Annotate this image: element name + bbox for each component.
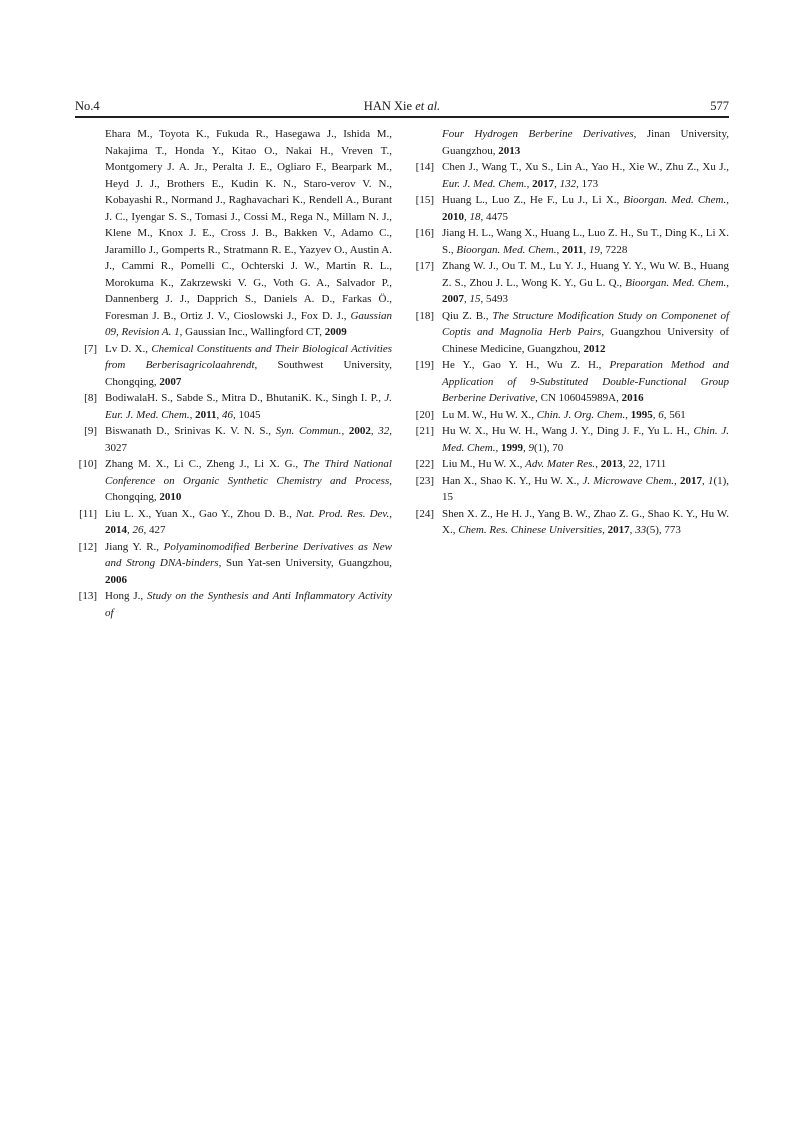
- reference-segment: 1: [707, 474, 714, 487]
- reference-segment: , 173: [576, 177, 599, 190]
- reference-segment: ,: [602, 524, 608, 536]
- reference-segment: Adv. Mater Res.: [525, 458, 596, 470]
- reference-text: [442, 258, 729, 308]
- reference-item: [412, 357, 729, 407]
- reference-segment: ,: [189, 408, 196, 421]
- reference-segment: ,: [464, 210, 470, 223]
- reference-text: [105, 341, 392, 391]
- references-column-right: [412, 126, 729, 621]
- reference-segment: 2017: [607, 524, 630, 536]
- reference-segment: ,: [370, 425, 379, 437]
- reference-number: [18]: [415, 309, 434, 322]
- reference-number: [24]: [415, 507, 434, 520]
- reference-segment: ,: [216, 408, 223, 421]
- reference-segment: 2011: [195, 408, 217, 421]
- reference-segment: 2012: [583, 342, 606, 355]
- reference-segment: ,: [127, 524, 133, 536]
- reference-segment: 2010: [442, 210, 464, 223]
- reference-segment: Study on the Synthesis and Anti Inflammatory Activity of: [105, 590, 392, 619]
- reference-segment: , 427: [143, 524, 166, 536]
- reference-item: [412, 258, 729, 308]
- reference-segment: Huang L., Luo Z., He F., Lu J., Li X.,: [442, 194, 624, 206]
- reference-segment: , 1045: [233, 408, 261, 421]
- header-rule: [75, 116, 729, 118]
- reference-item: [412, 192, 729, 225]
- reference-text: [105, 588, 392, 621]
- reference-number: [412, 126, 434, 159]
- reference-segment: Jiang Y. R.,: [105, 540, 164, 553]
- references-section: [75, 126, 729, 621]
- reference-text: [442, 407, 729, 424]
- reference-segment: Bioorgan. Med. Chem.: [625, 276, 727, 289]
- reference-segment: 2017: [532, 177, 555, 190]
- reference-segment: 9: [528, 441, 534, 454]
- reference-segment: , Chongqing,: [105, 474, 392, 503]
- reference-item: [412, 308, 729, 358]
- reference-segment: Lu M. W., Hu W. X.,: [442, 408, 537, 421]
- reference-segment: 2013: [498, 144, 521, 157]
- reference-segment: , Guangzhou University of Chinese Medicine, Guangzhou,: [442, 326, 730, 355]
- reference-text: [105, 126, 392, 341]
- reference-item: [412, 407, 729, 424]
- reference-segment: , Gaussian Inc., Wallingford CT,: [179, 326, 325, 338]
- reference-segment: , Sun Yat-sen University, Guangzhou,: [218, 557, 392, 569]
- page-header: [75, 99, 729, 113]
- reference-text: [442, 506, 729, 539]
- reference-number: [19]: [415, 359, 434, 371]
- reference-item: [412, 506, 729, 539]
- reference-segment: ,: [341, 425, 349, 437]
- reference-segment: Zhang M. X., Li C., Zheng J., Li X. G.,: [105, 458, 304, 470]
- reference-item: [75, 390, 392, 423]
- reference-item: [412, 423, 729, 456]
- reference-segment: Lv D. X.,: [105, 342, 152, 355]
- reference-segment: ,: [595, 458, 601, 470]
- reference-segment: 32: [378, 425, 390, 437]
- reference-segment: Hong J.,: [105, 590, 148, 602]
- reference-continuation: [412, 126, 729, 159]
- reference-text: [442, 126, 729, 159]
- reference-segment: ,: [625, 408, 631, 421]
- reference-item: [412, 456, 729, 473]
- reference-number: [13]: [78, 590, 97, 602]
- reference-text: [442, 308, 729, 358]
- reference-segment: Han X., Shao K. Y., Hu W. X.,: [442, 474, 583, 487]
- reference-item: [75, 539, 392, 589]
- reference-segment: Qiu Z. B.,: [442, 309, 493, 322]
- reference-segment: 2009: [324, 326, 347, 338]
- reference-segment: Liu L. X., Yuan X., Gao Y., Zhou D. B.,: [105, 507, 296, 520]
- reference-segment: ,: [389, 507, 392, 520]
- reference-segment: 18: [469, 210, 481, 223]
- reference-number: [10]: [78, 458, 97, 470]
- reference-segment: ,: [701, 474, 708, 487]
- reference-segment: ,: [674, 474, 680, 487]
- reference-text: [105, 390, 392, 423]
- reference-segment: ,: [556, 243, 562, 256]
- reference-text: [442, 423, 729, 456]
- references-column-left: [75, 126, 392, 621]
- reference-item: [412, 473, 729, 506]
- reference-segment: , 7228: [599, 243, 628, 256]
- reference-number: [7]: [84, 342, 97, 355]
- reference-text: [442, 192, 729, 225]
- reference-number: [75, 126, 97, 341]
- reference-segment: , 5493: [480, 293, 508, 305]
- reference-segment: Zhang W. J., Ou T. M., Lu Y. J., Huang Y. Y., Wu W. B., Huang Z. S., Zhou J. L., Wong K. Y., Gu L. Q.,: [442, 260, 729, 289]
- reference-segment: Bioorgan. Med. Chem.: [623, 194, 727, 206]
- reference-segment: ,: [522, 441, 529, 454]
- reference-text: [105, 506, 392, 539]
- reference-segment: ,: [629, 524, 636, 536]
- reference-segment: Chin. J. Med. Chem.: [442, 425, 729, 454]
- reference-item: [75, 588, 392, 621]
- reference-item: [75, 423, 392, 456]
- reference-segment: 2002: [348, 425, 371, 437]
- reference-segment: J. Eur. J. Med. Chem.: [105, 392, 392, 421]
- reference-number: [16]: [415, 227, 434, 239]
- reference-segment: 2017: [679, 474, 702, 487]
- reference-segment: 2007: [442, 293, 464, 305]
- reference-number: [11]: [79, 507, 97, 520]
- reference-segment: , CN 106045989A,: [535, 392, 622, 404]
- reference-segment: 26: [132, 524, 144, 536]
- reference-text: [442, 357, 729, 407]
- reference-segment: Polyaminomodified Berberine Derivatives as New and Strong DNA-binders: [105, 540, 392, 569]
- reference-segment: Bioorgan. Med. Chem.: [456, 243, 557, 256]
- reference-segment: 2016: [621, 392, 644, 404]
- reference-segment: , 3027: [105, 425, 393, 454]
- reference-segment: 2013: [600, 458, 623, 470]
- reference-segment: Preparation Method and Application of 9-Substituted Double-Functional Group Berberine Derivative: [442, 359, 729, 404]
- reference-segment: Syn. Commun.: [275, 425, 342, 437]
- reference-segment: 2014: [105, 524, 127, 536]
- reference-segment: Chemical Constituents and Their Biological Activities from Berberisagricolaahrendt: [105, 342, 392, 371]
- reference-segment: , 4475: [480, 210, 508, 223]
- reference-number: [8]: [84, 392, 97, 404]
- reference-segment: Biswanath D., Srinivas K. V. N. S.,: [105, 425, 276, 437]
- reference-segment: Chen J., Wang T., Xu S., Lin A., Yao H., Xie W., Zhu Z., Xu J.,: [442, 161, 729, 173]
- reference-segment: , 561: [663, 408, 686, 421]
- reference-segment: 2007: [159, 375, 182, 388]
- reference-number: [23]: [415, 474, 434, 487]
- reference-segment: 2010: [159, 491, 182, 503]
- reference-segment: 2006: [105, 573, 127, 586]
- reference-text: [442, 225, 729, 258]
- reference-number: [20]: [415, 408, 434, 421]
- reference-segment: , Southwest University, Chongqing,: [105, 359, 393, 388]
- reference-segment: 46: [222, 408, 234, 421]
- reference-segment: The Structure Modification Study on Componenet of Coptis and Magnolia Herb Pairs: [442, 309, 729, 338]
- reference-text: [105, 539, 392, 589]
- reference-segment: Jiang H. L., Wang X., Huang L., Luo Z. H., Su T., Ding K., Li X. S.,: [442, 227, 729, 256]
- reference-segment: 15: [469, 293, 481, 305]
- reference-segment: (5), 773: [646, 524, 681, 536]
- reference-segment: ,: [583, 243, 589, 256]
- reference-number: [14]: [415, 161, 434, 173]
- running-title-etal: et al.: [415, 99, 441, 113]
- reference-segment: 132: [559, 177, 577, 190]
- header-running-title: [205, 99, 599, 113]
- reference-segment: ,: [464, 293, 470, 305]
- reference-segment: 19: [588, 243, 600, 256]
- reference-segment: J. Microwave Chem.: [582, 474, 675, 487]
- reference-segment: Chem. Res. Chinese Universities: [458, 524, 603, 536]
- reference-segment: 6: [658, 408, 664, 421]
- reference-segment: BodiwalaH. S., Sabde S., Mitra D., BhutaniK. K., Singh I. P.,: [105, 392, 385, 404]
- reference-segment: Shen X. Z., He H. J., Yang B. W., Zhao Z. G., Shao K. Y., Hu W. X.,: [442, 507, 729, 536]
- reference-segment: Ehara M., Toyota K., Fukuda R., Hasegawa J., Ishida M., Nakajima T., Honda Y., Kitao O., Nakai H., Vreven T., Montgomery J. A. Jr., Peralta J. E., Ogliaro F., Bearpark M., Heyd J. J., Brothers E., Kudin K. N., Staro-verov V. N., Kobayashi R., Normand J., Raghavachari K., Rendell A., Burant J. C., Iyengar S. S., Tomasi J., Cossi M., Rega N., Millam N. J., Klene M., Knox J. E., Cross J. B., Bakken V., Adamo C., Jaramillo J., Gomperts R., Stratmann R. E., Yazyev O., Austin A. J., Cammi R., Pomelli C., Ochterski J. W., Martin R. L., Morokuma K., Zakrzewski V. G., Voth G. A., Salvador P., Dannenberg J. J., Dapprich S., Daniels A. D., Farkas Ö., Foresman J. B., Ortiz J. V., Cioslowski J., Fox D. J.,: [105, 128, 392, 322]
- header-page-number: 577: [710, 99, 729, 113]
- reference-text: [105, 423, 392, 456]
- reference-segment: He Y., Gao Y. H., Wu Z. H.,: [442, 359, 610, 371]
- reference-number: [17]: [415, 260, 434, 272]
- reference-segment: (1), 15: [442, 474, 730, 503]
- reference-segment: 1999: [500, 441, 523, 454]
- reference-text: [442, 473, 729, 506]
- reference-segment: The Third National Conference on Organic Synthetic Chemistry and Process: [105, 458, 392, 487]
- reference-segment: (1), 70: [533, 441, 564, 454]
- reference-continuation: [75, 126, 392, 341]
- reference-segment: , Jinan University, Guangzhou,: [442, 128, 729, 157]
- reference-item: [75, 456, 392, 506]
- reference-segment: 33: [635, 524, 647, 536]
- reference-number: [9]: [84, 425, 97, 437]
- reference-item: [75, 506, 392, 539]
- reference-segment: 2011: [561, 243, 584, 256]
- header-issue-number: No.4: [75, 99, 100, 113]
- reference-segment: 1995: [630, 408, 653, 421]
- reference-segment: Gaussian 09, Revision A. 1: [105, 309, 392, 338]
- reference-segment: ,: [495, 441, 501, 454]
- reference-item: [412, 159, 729, 192]
- reference-segment: Chin. J. Org. Chem.: [536, 408, 626, 421]
- reference-segment: , 22, 1711: [622, 458, 667, 470]
- reference-text: [442, 159, 729, 192]
- reference-segment: Liu M., Hu W. X.,: [442, 458, 526, 470]
- reference-segment: ,: [652, 408, 659, 421]
- reference-text: [442, 456, 729, 473]
- reference-item: [412, 225, 729, 258]
- reference-text: [105, 456, 392, 506]
- running-title-authors: HAN Xie: [363, 99, 413, 113]
- reference-number: [22]: [415, 458, 434, 470]
- reference-segment: ,: [726, 194, 729, 206]
- reference-item: [75, 341, 392, 391]
- reference-number: [21]: [415, 425, 434, 437]
- reference-segment: ,: [526, 177, 533, 190]
- reference-segment: ,: [726, 276, 730, 289]
- reference-segment: Eur. J. Med. Chem.: [442, 177, 527, 190]
- reference-number: [12]: [78, 540, 97, 553]
- reference-number: [15]: [415, 194, 434, 206]
- reference-segment: ,: [554, 177, 560, 190]
- reference-segment: Nat. Prod. Res. Dev.: [295, 507, 390, 520]
- reference-segment: Four Hydrogen Berberine Derivatives: [442, 128, 634, 140]
- reference-segment: Hu W. X., Hu W. H., Wang J. Y., Ding J. F., Yu L. H.,: [442, 425, 694, 437]
